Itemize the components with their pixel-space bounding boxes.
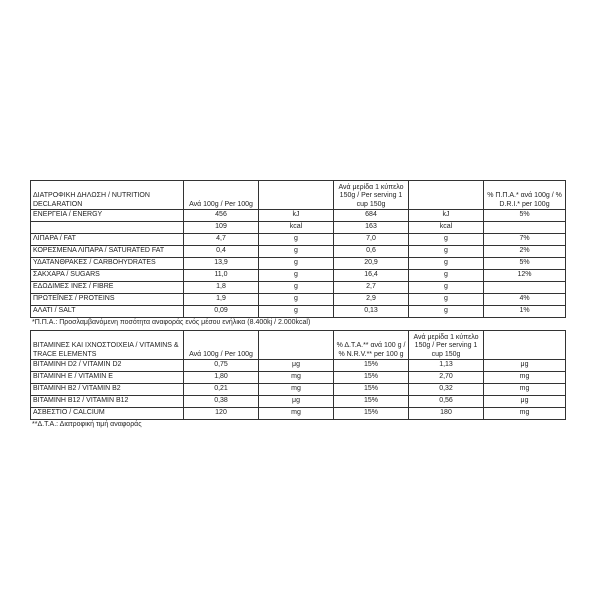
vitamins-header-serving: Ανά μερίδα 1 κύπελο 150g / Per serving 1 cup 150g [409,331,484,360]
per100-value: 1,8 [184,282,259,294]
per100-unit: mg [259,384,334,396]
per100-unit: g [259,246,334,258]
per100-unit: g [259,282,334,294]
vitamins-footnote: **Δ.Τ.Α.: Διατροφική τιμή αναφοράς [32,421,142,428]
serving-unit: g [409,246,484,258]
serving-value: 2,9 [334,294,409,306]
per100-unit: g [259,306,334,318]
nutrient-name: ΠΡΩΤΕΪΝΕΣ / PROTEINS [31,294,184,306]
table-row [31,234,566,246]
per100-value: 1,9 [184,294,259,306]
table-row [31,408,566,420]
nutrition-table [30,180,566,318]
table-row [31,210,566,222]
vitamins-header-unit1 [259,331,334,360]
nutrient-name: ΕΔΩΔΙΜΕΣ ΙΝΕΣ / FIBRE [31,282,184,294]
per100-value: 13,9 [184,258,259,270]
serving-unit: kcal [409,222,484,234]
vitamin-name: ΑΣΒΕΣΤΙΟ / CALCIUM [31,408,184,420]
dri-value: 1% [484,306,566,318]
serving-unit: mg [484,372,566,384]
nutrient-name: ΕΝΕΡΓΕΙΑ / ENERGY [31,210,184,222]
nrv-value: 15% [334,372,409,384]
table-row [31,306,566,318]
table-row [31,282,566,294]
table-row [31,360,566,372]
serving-value: 0,13 [334,306,409,318]
nutrition-sheet [30,180,565,429]
nutrition-header-serving: Ανά μερίδα 1 κύπελο 150g / Per serving 1 cup 150g [334,181,409,210]
table-row [31,246,566,258]
per100-unit: g [259,294,334,306]
serving-value: 1,13 [409,360,484,372]
per100-value: 0,75 [184,360,259,372]
per100-value: 0,21 [184,384,259,396]
vitamins-header-nrv: % Δ.Τ.Α.** ανά 100 g / % N.R.V.** per 100 g [334,331,409,360]
per100-unit: mg [259,408,334,420]
serving-value: 0,6 [334,246,409,258]
nutrition-header-label: ΔΙΑΤΡΟΦΙΚΗ ΔΗΛΩΣΗ / NUTRITION DECLARATION [31,181,184,210]
serving-value: 684 [334,210,409,222]
nutrition-header-unit2 [409,181,484,210]
serving-unit: g [409,234,484,246]
vitamins-header-unit2 [484,331,566,360]
per100-value: 109 [184,222,259,234]
table-row [31,294,566,306]
serving-value: 0,32 [409,384,484,396]
nrv-value: 15% [334,384,409,396]
dri-value: 5% [484,258,566,270]
per100-unit: μg [259,360,334,372]
dri-value: 4% [484,294,566,306]
vitamin-name: ΒΙΤΑΜΙΝΗ Β2 / VITAMIN B2 [31,384,184,396]
vitamins-table [30,330,566,420]
per100-unit: μg [259,396,334,408]
dri-value [484,282,566,294]
serving-unit: g [409,270,484,282]
table-row [31,396,566,408]
serving-value: 20,9 [334,258,409,270]
serving-unit: μg [484,360,566,372]
per100-value: 456 [184,210,259,222]
serving-unit: g [409,294,484,306]
nutrient-name: ΥΔΑΤΑΝΘΡΑΚΕΣ / CARBOHYDRATES [31,258,184,270]
dri-value: 2% [484,246,566,258]
per100-value: 1,80 [184,372,259,384]
nutrition-header-unit1 [259,181,334,210]
table-row [31,258,566,270]
nutrient-name: ΛΙΠΑΡΑ / FAT [31,234,184,246]
vitamin-name: ΒΙΤΑΜΙΝΗ D2 / VITAMIN D2 [31,360,184,372]
per100-unit: kJ [259,210,334,222]
per100-value: 11,0 [184,270,259,282]
per100-unit: mg [259,372,334,384]
nutrient-name: ΑΛΑΤΙ / SALT [31,306,184,318]
table-row [31,222,566,234]
per100-value: 0,38 [184,396,259,408]
serving-value: 163 [334,222,409,234]
nrv-value: 15% [334,396,409,408]
per100-unit: g [259,270,334,282]
per100-value: 0,4 [184,246,259,258]
nutrient-name [31,222,184,234]
serving-value: 0,56 [409,396,484,408]
nutrition-header-per100: Ανά 100g / Per 100g [184,181,259,210]
serving-unit: g [409,258,484,270]
serving-unit: μg [484,396,566,408]
vitamin-name: ΒΙΤΑΜΙΝΗ Ε / VITAMIN E [31,372,184,384]
serving-unit: g [409,282,484,294]
table-row [31,372,566,384]
serving-value: 2,70 [409,372,484,384]
serving-value: 180 [409,408,484,420]
nutrition-header-row [31,181,566,210]
dri-value: 5% [484,210,566,222]
dri-value [484,222,566,234]
nrv-value: 15% [334,360,409,372]
dri-value: 12% [484,270,566,282]
per100-unit: g [259,258,334,270]
per100-value: 120 [184,408,259,420]
per100-value: 0,09 [184,306,259,318]
serving-unit: mg [484,384,566,396]
per100-unit: kcal [259,222,334,234]
dri-value: 7% [484,234,566,246]
per100-value: 4,7 [184,234,259,246]
nutrition-header-dri: % Π.Π.Α.* ανά 100g / % D.R.I.* per 100g [484,181,566,210]
nrv-value: 15% [334,408,409,420]
nutrient-name: ΚΟΡΕΣΜΕΝΑ ΛΙΠΑΡΑ / SATURATED FAT [31,246,184,258]
serving-value: 7,0 [334,234,409,246]
serving-unit: mg [484,408,566,420]
serving-unit: g [409,306,484,318]
table-row [31,270,566,282]
table-row [31,384,566,396]
serving-value: 2,7 [334,282,409,294]
serving-unit: kJ [409,210,484,222]
vitamins-header-per100: Ανά 100g / Per 100g [184,331,259,360]
vitamins-header-label: ΒΙΤΑΜΙΝΕΣ ΚΑΙ ΙΧΝΟΣΤΟΙΧΕΙΑ / VITAMINS & TRACE ELEMENTS [31,331,184,360]
serving-value: 16,4 [334,270,409,282]
per100-unit: g [259,234,334,246]
vitamins-header-row [31,331,566,360]
nutrition-footnote: *Π.Π.Α.: Προσλαμβανόμενη ποσότητα αναφοράς ενός μέσου ενήλικα (8.400kj / 2.000kcal) [32,319,311,326]
vitamin-name: ΒΙΤΑΜΙΝΗ Β12 / VITAMIN B12 [31,396,184,408]
nutrient-name: ΣΑΚΧΑΡΑ / SUGARS [31,270,184,282]
